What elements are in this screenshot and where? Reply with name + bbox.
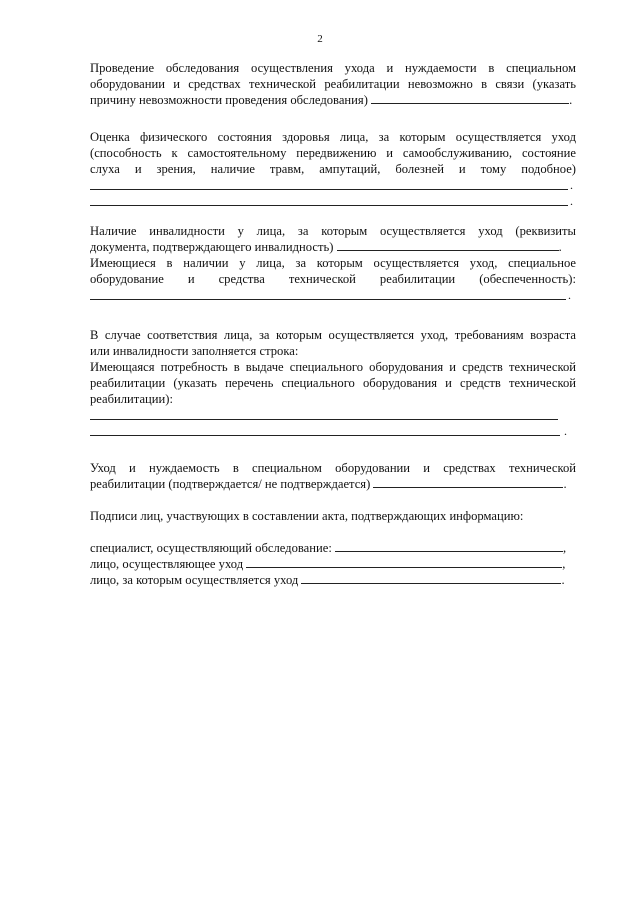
s4-line5: реабилитации): — [90, 392, 173, 406]
s5-line1: Уход и нуждаемость в специальном оборудовании и средствах технической — [90, 461, 576, 475]
s5-end: . — [563, 477, 567, 491]
needs-field-2[interactable]: . — [90, 423, 576, 439]
s1-line2: оборудовании и средствах технической реабилитации невозможно в связи (указать — [90, 77, 576, 91]
s4-line3: Имеющаяся потребность в выдаче специального оборудования и средств технической — [90, 360, 576, 374]
s3-line3: Имеющиеся в наличии у лица, за которым осуществляется уход, специальное — [90, 256, 576, 270]
signatures-heading: Подписи лиц, участвующих в составлении акта, подтверждающих информацию: — [90, 509, 524, 523]
sig-caregiver-label: лицо, осуществляющее уход — [90, 557, 244, 571]
s2-line2: (способность к самостоятельному передвижению и самообслуживанию, состояние — [90, 146, 576, 160]
sig-cared-field[interactable] — [301, 572, 561, 584]
s1-end: . — [569, 93, 573, 107]
sig-specialist-row: специалист, осуществляющий обследование: , — [90, 541, 567, 555]
s1-line3-text: причину невозможности проведения обследования) — [90, 93, 368, 107]
s3-line1: Наличие инвалидности у лица, за которым осуществляется уход (реквизиты — [90, 224, 576, 238]
form-body — [90, 60, 576, 588]
s4-line1: В случае соответствия лица, за которым осуществляется уход, требованиям возраста — [90, 328, 576, 342]
s4-line4: реабилитации (указать перечень специального оборудования и средств технической — [90, 376, 576, 390]
disability-doc-field[interactable] — [337, 239, 559, 251]
s3-end: . — [558, 240, 562, 254]
health-field-1[interactable]: . — [90, 177, 576, 193]
sig-cared-row: лицо, за которым осуществляется уход . — [90, 573, 565, 587]
sig-caregiver-field[interactable] — [246, 556, 562, 568]
sig-cared-label: лицо, за которым осуществляется уход — [90, 573, 299, 587]
s3-line2 — [90, 239, 576, 255]
s1-line1: Проведение обследования осуществления ухода и нуждаемости в специальном — [90, 61, 576, 75]
reason-field[interactable] — [371, 92, 569, 104]
needs-field-1[interactable] — [90, 407, 576, 423]
s1-line3 — [90, 92, 576, 108]
sig-specialist-field[interactable] — [335, 540, 563, 552]
s3-line4: оборудование и средства технической реабилитации (обеспеченность): — [90, 272, 576, 286]
health-field-2[interactable]: . — [90, 193, 576, 209]
s5-line2-text: реабилитации (подтверждается/ не подтверждается) — [90, 477, 371, 491]
sig-specialist-label: специалист, осуществляющий обследование: — [90, 541, 332, 555]
s2-line1: Оценка физического состояния здоровья лица, за которым осуществляется уход — [90, 130, 576, 144]
equipment-field[interactable]: . — [90, 287, 576, 303]
s4-line2: или инвалидности заполняется строка: — [90, 344, 299, 358]
sig-caregiver-row: лицо, осуществляющее уход , — [90, 557, 566, 571]
s5-line2 — [90, 476, 576, 492]
s3-line2-text: документа, подтверждающего инвалидность) — [90, 240, 334, 254]
page-number: 2 — [317, 33, 323, 45]
s2-line3: слуха и зрения, наличие травм, ампутаций, болезней и тому подобное) — [90, 162, 576, 176]
confirmation-field[interactable] — [373, 476, 563, 488]
